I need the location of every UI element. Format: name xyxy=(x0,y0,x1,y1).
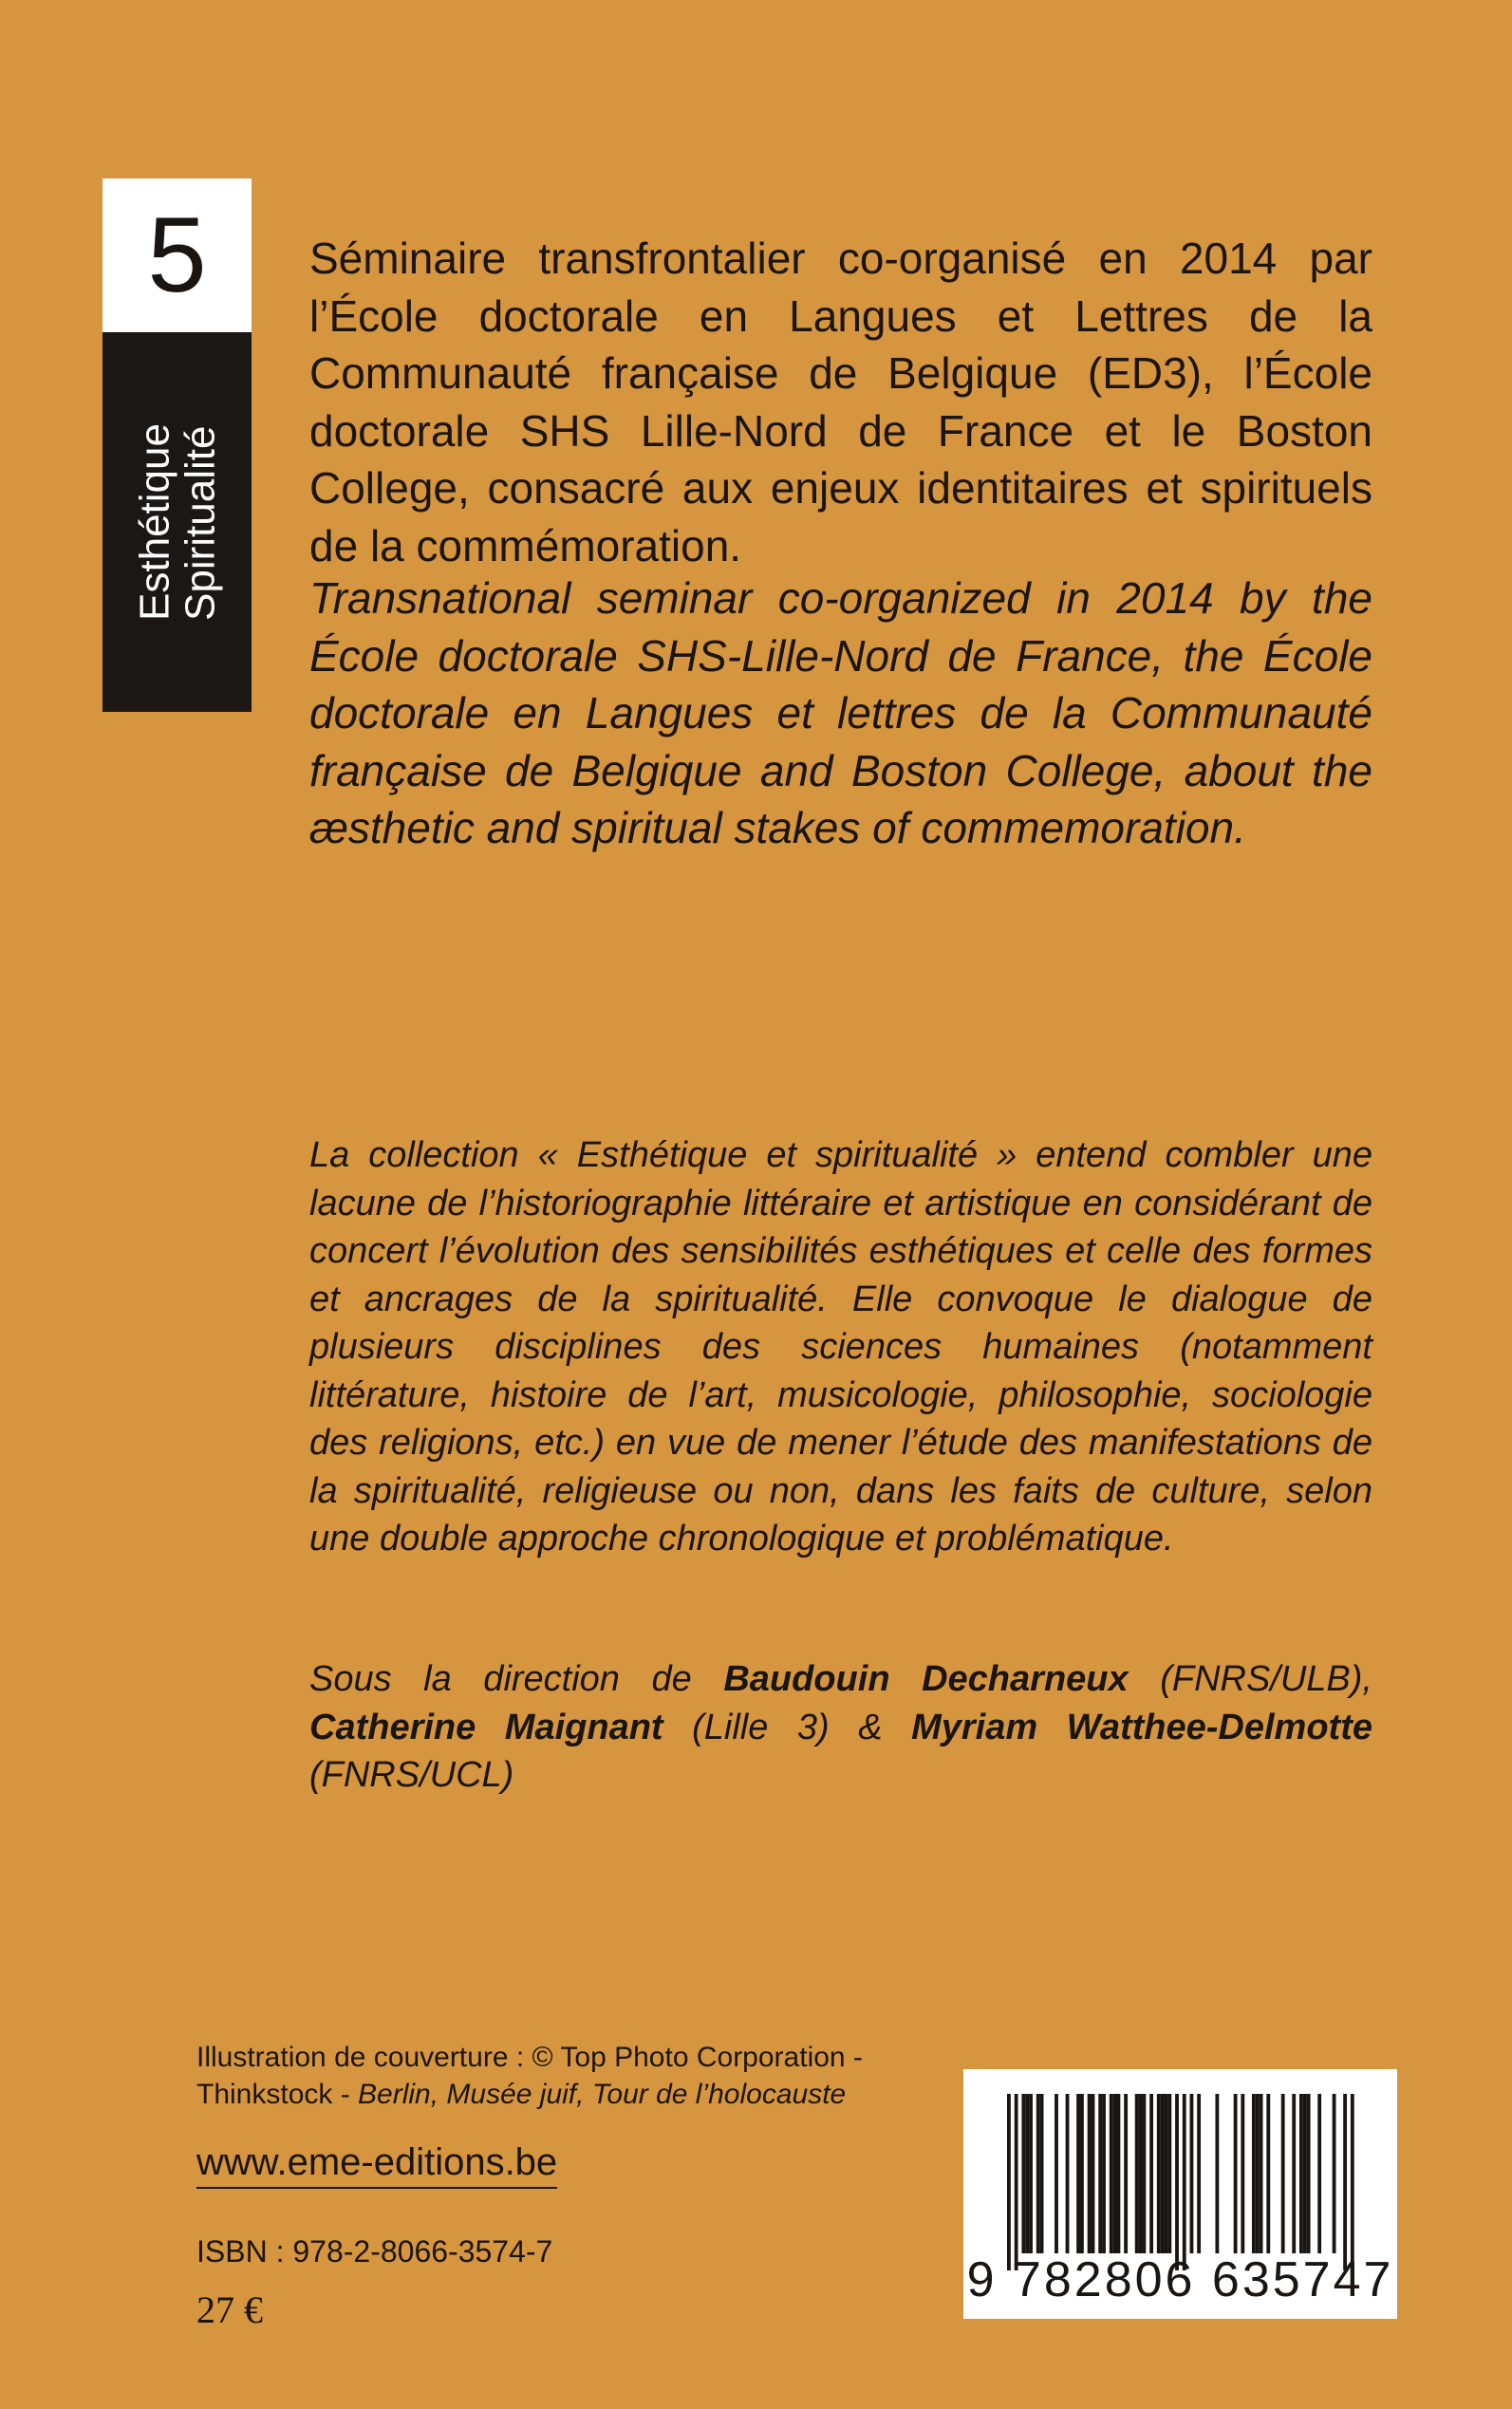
barcode-bar xyxy=(1190,2094,1194,2253)
editor-affiliation: (FNRS/ULB), xyxy=(1128,1659,1372,1699)
barcode-bar xyxy=(1036,2094,1040,2253)
publisher-website-link[interactable]: www.eme-editions.be xyxy=(196,2140,557,2189)
barcode-bar xyxy=(1303,2094,1307,2253)
barcode-bar xyxy=(1215,2094,1219,2253)
barcode-bar xyxy=(1165,2094,1168,2253)
barcode-bar xyxy=(1142,2094,1146,2253)
barcode-bar xyxy=(1307,2094,1311,2253)
barcode-bar xyxy=(1021,2094,1025,2253)
cover-illustration-credit xyxy=(196,2039,937,2113)
editors-credit xyxy=(309,1655,1372,1800)
barcode xyxy=(963,2069,1397,2319)
barcode-bar xyxy=(1015,2094,1018,2270)
barcode-bar xyxy=(1260,2094,1263,2253)
barcode-bar xyxy=(1098,2094,1102,2253)
series-marker xyxy=(103,178,252,712)
editor-name: Catherine Maignant xyxy=(309,1707,663,1747)
barcode-bar xyxy=(1117,2094,1121,2253)
series-number: 5 xyxy=(103,178,252,332)
barcode-bar xyxy=(1055,2094,1058,2253)
collection-description: La collection « Esthétique et spiritualité » entend combler une lacune de l’historiographie littéraire et artistique en considérant de concert l’évolution des sensibilités esthétiques et celle des formes et ancrages de la spiritualité. Elle convoque le dialogue de plusieurs disciplines des sciences humaines (notamment littérature, histoire de l’art, musicologie, philosophie, sociologie des religions, etc.) en vue de mener l’étude des manifestations de la spiritualité, religieuse ou non, dans les faits de culture, selon une double approche chronologique et problématique. xyxy=(309,1135,1372,1559)
editors-intro: Sous la direction de xyxy=(309,1659,724,1699)
barcode-bar xyxy=(1076,2094,1080,2253)
credit-caption: Berlin, Musée juif, Tour de l’holocauste xyxy=(358,2079,847,2110)
barcode-bar xyxy=(1175,2094,1179,2270)
editor-affiliation: (FNRS/UCL) xyxy=(309,1755,514,1795)
price: 27 € xyxy=(196,2288,263,2331)
barcode-bar xyxy=(1066,2094,1070,2253)
barcode-bar xyxy=(1266,2094,1270,2253)
barcode-bar xyxy=(1241,2094,1244,2253)
barcode-bar xyxy=(1139,2094,1143,2253)
series-title-line1: Esthétique xyxy=(130,423,177,621)
editor-name: Myriam Watthee-Delmotte xyxy=(911,1707,1372,1747)
barcode-bar xyxy=(1252,2094,1256,2253)
credit-text: Illustration de couverture : © Top Photo Corporation - Thinkstock - xyxy=(196,2042,863,2110)
barcode-bar xyxy=(1167,2094,1171,2253)
barcode-bar xyxy=(1256,2094,1260,2253)
barcode-bar xyxy=(1088,2094,1092,2253)
barcode-bar xyxy=(1029,2094,1033,2253)
series-title xyxy=(132,423,222,621)
barcode-bar xyxy=(1157,2094,1161,2253)
barcode-bar xyxy=(1110,2094,1113,2253)
barcode-bar xyxy=(1183,2094,1186,2270)
series-title-line2: Spiritualité xyxy=(176,425,223,621)
barcode-bar xyxy=(1102,2094,1106,2253)
barcode-bar xyxy=(1281,2094,1285,2253)
editor-name: Baudouin Decharneux xyxy=(723,1659,1129,1699)
barcode-bar xyxy=(1124,2094,1128,2253)
barcode-bar xyxy=(1351,2094,1354,2270)
barcode-bar xyxy=(1299,2094,1303,2253)
series-band xyxy=(103,332,252,712)
barcode-bar xyxy=(1317,2094,1321,2253)
barcode-bar xyxy=(1197,2094,1201,2253)
barcode-bar xyxy=(1343,2094,1347,2270)
barcode-bar xyxy=(1161,2094,1165,2253)
summary-english: Transnational seminar co-organized in 2014 by the École doctorale SHS-Lille-Nord de France, the École doctorale en Langues et lettres de la Communauté française de Belgique and Boston College, about the æsthetic and spiritual stakes of commemoration. xyxy=(309,573,1372,852)
barcode-bar xyxy=(1333,2094,1336,2253)
summary-french: Séminaire transfrontalier co-organisé en 2014 par l’École doctorale en Langues et Lettres de la Communauté française de Belgique (ED3), l’École doctorale SHS Lille-Nord de France et le Boston College, consacré aux enjeux identitaires et spirituels de la commémoration. xyxy=(309,233,1372,570)
barcode-bar xyxy=(1040,2094,1044,2253)
barcode-bar xyxy=(1080,2094,1084,2253)
barcode-bar xyxy=(1234,2094,1238,2253)
barcode-bar xyxy=(1092,2094,1095,2253)
barcode-bar xyxy=(1113,2094,1117,2253)
isbn: ISBN : 978-2-8066-3574-7 xyxy=(196,2234,553,2269)
barcode-bar xyxy=(1007,2094,1011,2270)
barcode-bar xyxy=(1292,2094,1296,2253)
barcode-bar xyxy=(1149,2094,1153,2253)
barcode-bar xyxy=(1025,2094,1029,2253)
barcode-digits: 9 782806 635747 xyxy=(966,2252,1394,2307)
editor-affiliation: (Lille 3) & xyxy=(663,1707,912,1747)
barcode-bar xyxy=(1135,2094,1139,2253)
